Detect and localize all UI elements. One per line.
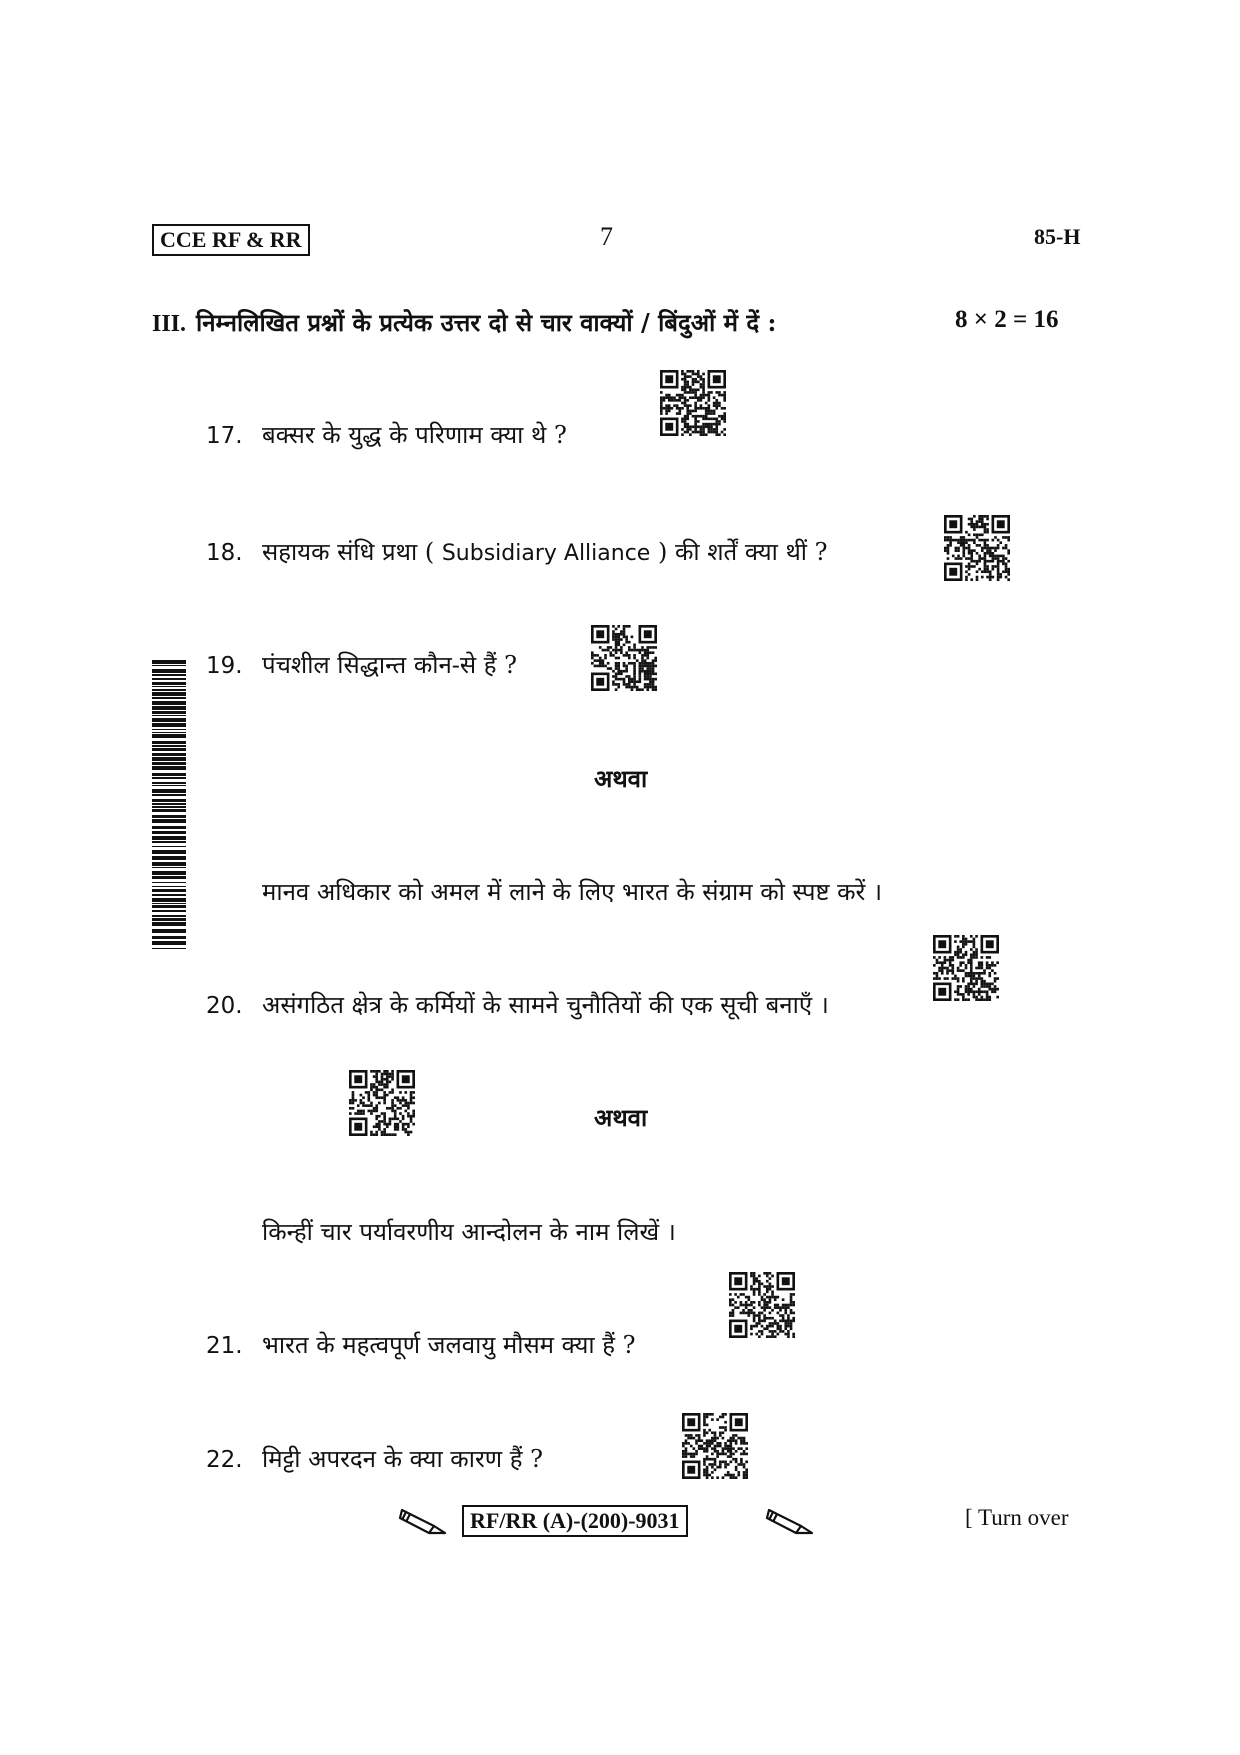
question-18 [206, 535, 828, 568]
or-label: अथवा [594, 1103, 648, 1132]
question-text: पंचशील सिद्धान्त कौन-से हैं ? [262, 651, 518, 679]
question-21 [206, 1328, 636, 1361]
question-number: 17. [206, 423, 243, 449]
qr-code-icon [589, 625, 659, 691]
question-22 [206, 1442, 543, 1475]
footer-code-box: RF/RR (A)-(200)-9031 [462, 1505, 688, 1537]
qr-code-icon [680, 1413, 750, 1479]
paper-code: 85-H [1034, 224, 1081, 249]
question-number: 19. [206, 653, 243, 679]
question-number: 20. [206, 993, 243, 1019]
pencil-icon [765, 1502, 815, 1536]
qr-code-icon [931, 935, 1001, 1001]
question-20 [206, 988, 829, 1021]
question-number: 22. [206, 1447, 243, 1473]
question-text: भारत के महत्वपूर्ण जलवायु मौसम क्या हैं ? [262, 1331, 636, 1359]
section-number: III. [152, 311, 187, 337]
barcode-icon [152, 660, 186, 950]
qr-code-icon [942, 515, 1012, 581]
turn-over-note: [ Turn over [965, 1505, 1069, 1530]
question-number: 21. [206, 1333, 243, 1359]
question-number: 18. [206, 540, 243, 566]
pencil-icon [398, 1502, 448, 1536]
question-17 [206, 418, 567, 451]
question-text: असंगठित क्षेत्र के कर्मियों के सामने चुनौतियों की एक सूची बनाएँ । [262, 991, 829, 1019]
question-text-english: Subsidiary Alliance [441, 541, 651, 566]
question-19 [206, 648, 517, 681]
section-instruction: निम्नलिखित प्रश्नों के प्रत्येक उत्तर दो से चार वाक्यों / बिंदुओं में दें : [196, 308, 777, 337]
qr-code-icon [727, 1272, 797, 1338]
page-number: 7 [600, 222, 613, 251]
alternative-question: मानव अधिकार को अमल में लाने के लिए भारत के संग्राम को स्पष्ट करें । [262, 878, 883, 906]
or-label: अथवा [594, 764, 648, 793]
alternative-question: किन्हीं चार पर्यावरणीय आन्दोलन के नाम लिखें । [262, 1218, 676, 1246]
question-text: मिट्टी अपरदन के क्या कारण हैं ? [262, 1445, 543, 1473]
question-text: बक्सर के युद्ध के परिणाम क्या थे ? [262, 421, 567, 449]
qr-code-icon [347, 1070, 417, 1136]
exam-code-box: CCE RF & RR [152, 224, 310, 256]
qr-code-icon [658, 370, 728, 436]
section-marks: 8 × 2 = 16 [955, 306, 1059, 333]
question-text: ) की शर्तें क्या थीं ? [650, 538, 828, 566]
section-heading [152, 306, 776, 339]
question-text: सहायक संधि प्रथा ( [262, 538, 442, 566]
